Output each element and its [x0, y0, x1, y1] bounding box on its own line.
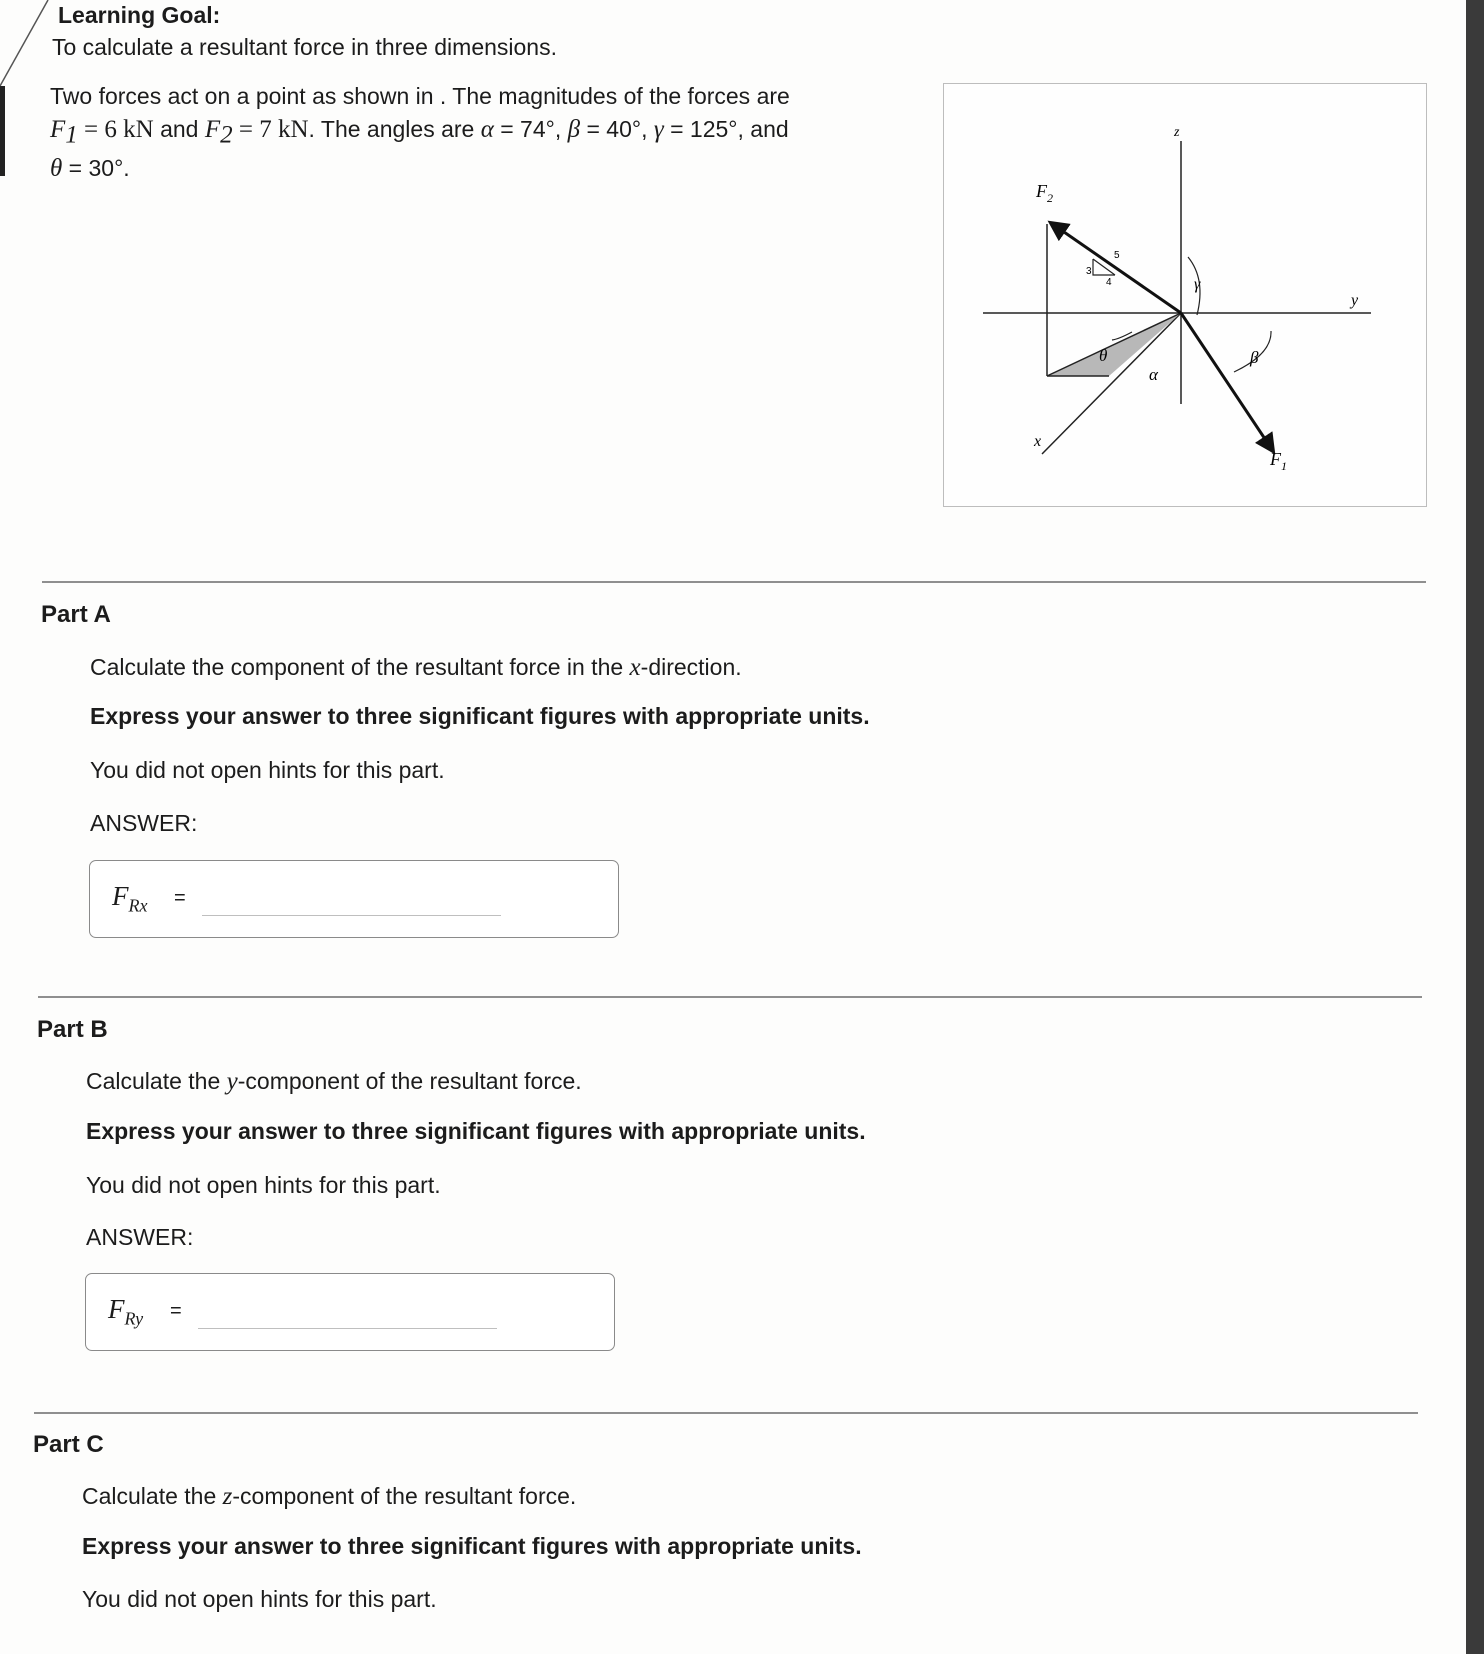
- f1-label: [1269, 449, 1287, 473]
- part-a-question-pre: Calculate the component of the resultant force in the: [90, 654, 630, 680]
- beta-value: = 40°: [580, 116, 642, 142]
- part-b-question-pre: Calculate the: [86, 1068, 227, 1094]
- angles-lead: . The angles are: [308, 116, 481, 142]
- f2-sub: 2: [220, 121, 233, 149]
- part-c-instruction: Express your answer to three significant figures with appropriate units.: [82, 1533, 862, 1559]
- f1-label-sub: 1: [1281, 459, 1287, 473]
- f2-label-main: F: [1036, 181, 1047, 201]
- part-a-var-sub: Rx: [128, 895, 148, 916]
- part-b-question: [86, 1068, 582, 1096]
- part-b-question-post: -component of the resultant force.: [237, 1068, 582, 1094]
- alpha-label: α: [1149, 365, 1158, 384]
- intro-line-2: $F_1 = 6$ kN and $F_2 = 7$ kN. The angles are α = 74°, β = 40°, γ = 125°, and: [50, 116, 789, 149]
- part-b-answer-label: ANSWER:: [86, 1224, 194, 1250]
- intro-line-3: [50, 152, 930, 185]
- alpha-symbol: α: [480, 116, 494, 143]
- gamma-symbol: γ: [653, 116, 664, 143]
- part-a-question: [90, 654, 742, 682]
- slope-label-3: 3: [1086, 266, 1092, 277]
- part-c-hints: You did not open hints for this part.: [82, 1586, 437, 1612]
- part-c-title: Part C: [33, 1431, 104, 1458]
- part-a-var-symbol: F: [112, 881, 129, 911]
- divider-b: [38, 996, 1422, 998]
- f1-sub: 1: [65, 121, 78, 149]
- z-axis-label: z: [1174, 125, 1180, 140]
- part-b-answer-box: [85, 1273, 615, 1351]
- alpha-value: = 74°: [493, 116, 555, 142]
- part-a-title: Part A: [41, 601, 111, 628]
- divider-a: [42, 581, 1426, 583]
- f1-label-main: F: [1270, 449, 1281, 469]
- f2-label-sub: 2: [1047, 191, 1053, 205]
- page-fold-line: [0, 0, 60, 90]
- gamma-label: γ: [1194, 276, 1201, 293]
- part-b-equals: =: [170, 1300, 182, 1322]
- x-axis: [1042, 313, 1181, 454]
- part-b-instruction: Express your answer to three significant figures with appropriate units.: [86, 1118, 866, 1144]
- scan-edge: [1466, 0, 1484, 1654]
- theta-symbol: θ: [50, 154, 63, 182]
- y-axis-label: y: [1351, 292, 1359, 309]
- and-text-2: , and: [737, 116, 789, 142]
- page-edge-mark: [0, 86, 5, 176]
- beta-symbol: β: [567, 116, 581, 143]
- and-text: and: [153, 116, 205, 142]
- slope-label-4: 4: [1106, 277, 1112, 288]
- part-a-answer-box: [89, 860, 619, 938]
- part-c-question-var: z: [222, 1483, 233, 1510]
- part-b-answer-input[interactable]: [198, 1296, 497, 1329]
- part-a-answer-label: ANSWER:: [90, 810, 198, 836]
- learning-goal-title: Learning Goal:: [58, 2, 221, 28]
- part-a-equals: =: [174, 887, 186, 909]
- part-a-answer-input[interactable]: [202, 883, 501, 916]
- part-b-var-sub: Ry: [124, 1308, 144, 1329]
- part-b-title: Part B: [37, 1016, 108, 1043]
- learning-goal-text: To calculate a resultant force in three dimensions.: [52, 34, 557, 60]
- part-c-question: [82, 1483, 576, 1511]
- part-b-hints: You did not open hints for this part.: [86, 1172, 441, 1198]
- problem-statement: [50, 80, 930, 185]
- x-axis-label: x: [1034, 433, 1042, 450]
- intro-line-1: Two forces act on a point as shown in . The magnitudes of the forces are: [50, 83, 790, 109]
- f2-label: [1035, 181, 1053, 205]
- part-a-question-var: x: [629, 654, 641, 681]
- gamma-value: = 125°: [663, 116, 738, 142]
- theta-label: θ: [1099, 346, 1108, 365]
- part-b-question-var: y: [226, 1068, 238, 1095]
- part-a-hints: You did not open hints for this part.: [90, 757, 445, 783]
- part-b-var-symbol: F: [108, 1294, 125, 1324]
- f2-symbol: F: [204, 116, 221, 143]
- f2-value: = 7 kN: [232, 116, 309, 143]
- part-a-var: [112, 881, 147, 916]
- part-a-question-post: -direction.: [640, 654, 742, 680]
- divider-c: [34, 1412, 1418, 1414]
- part-c-question-pre: Calculate the: [82, 1483, 223, 1509]
- part-b-var: [108, 1294, 143, 1329]
- force-diagram: [943, 83, 1427, 507]
- force-f2-arrow: [1051, 223, 1181, 313]
- force-f1-arrow: [1181, 313, 1273, 451]
- part-a-instruction: Express your answer to three significant figures with appropriate units.: [90, 703, 870, 729]
- beta-label: β: [1250, 348, 1259, 367]
- part-c-question-post: -component of the resultant force.: [232, 1483, 577, 1509]
- slope-label-5: 5: [1114, 250, 1120, 261]
- force-diagram-svg: [944, 84, 1426, 506]
- f1-symbol: F: [50, 116, 66, 143]
- theta-value: = 30°.: [62, 154, 130, 181]
- f1-value: = 6 kN: [77, 116, 154, 143]
